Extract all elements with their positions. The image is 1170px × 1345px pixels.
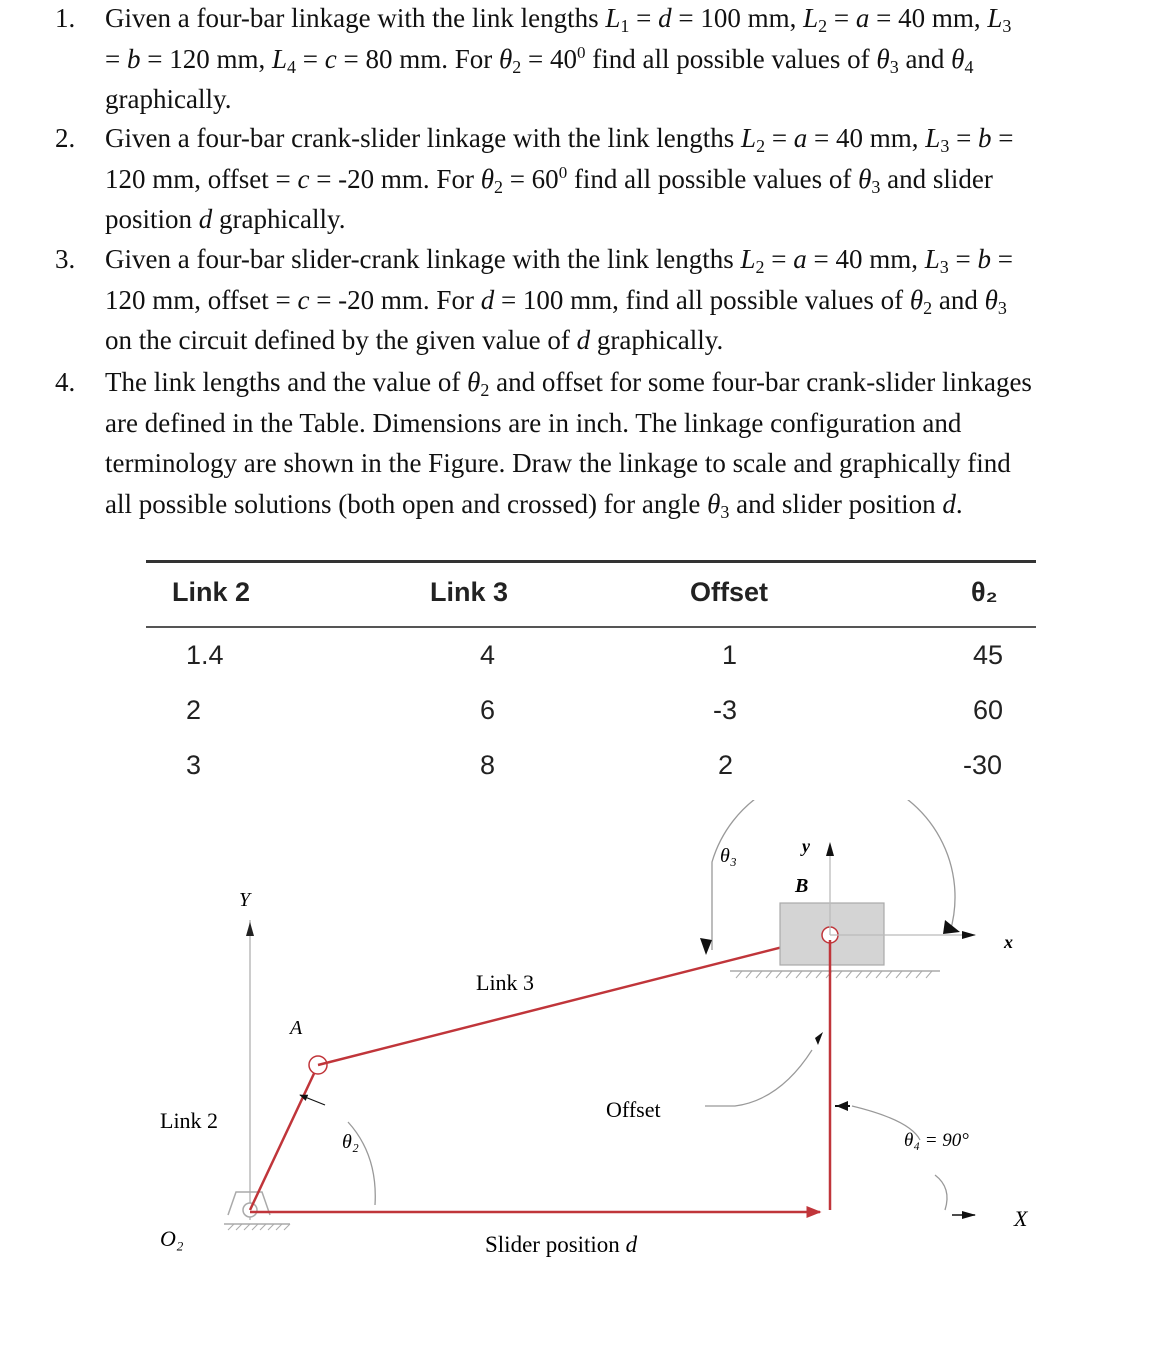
table-top-rule [146, 560, 1036, 563]
label-o2: O₂ [160, 1226, 184, 1251]
table-header-offset: Offset [690, 577, 769, 607]
problem-line: 120 mm, offset = c = -20 mm. For $\theta_2 = 60^0$ find all possible values of $\theta_3$ and slider [105, 162, 993, 197]
theta3-arrow-right [943, 920, 960, 934]
offset-leader-arrow [815, 1032, 823, 1045]
table-cell: 8 [480, 750, 496, 780]
label-b: B [795, 875, 809, 897]
offset-leader [705, 1050, 812, 1106]
problem-line: 120 mm, offset = c = -20 mm. For d = 100 mm, find all possible values of $\theta_2$ and $\theta_3$ [105, 284, 1007, 318]
table-header-rule [146, 626, 1036, 628]
local-y-label: y [802, 836, 810, 856]
table-header-theta2: θ₂ [971, 577, 998, 607]
theta4-arrowhead [836, 1101, 848, 1111]
global-x-arrowhead [962, 1211, 976, 1219]
problem-4 [55, 362, 1080, 524]
problem-line: Given a four-bar linkage with the link lengths $L_1 = d = 100$ mm, $L_2 = a = 40$ mm, $L_3$ [105, 3, 1012, 36]
problem-3 [55, 239, 1080, 361]
table-header-link3: Link 3 [430, 577, 509, 607]
problem-number: 4. [55, 367, 76, 397]
label-offset: Offset [606, 1097, 661, 1122]
problem-line: position d graphically. [105, 204, 346, 234]
table-cell: 2 [718, 750, 734, 780]
problem-line: are defined in the Table. Dimensions are in inch. The linkage configuration and [105, 407, 962, 438]
table-header-link2: Link 2 [172, 577, 251, 607]
table-cell: 4 [480, 640, 496, 670]
label-theta3: θ₃ [720, 845, 737, 867]
table-cell: -3 [713, 695, 738, 725]
label-slider-position: Slider position d [485, 1232, 638, 1257]
link-2 [250, 1065, 318, 1210]
problem-line: on the circuit defined by the given value of d graphically. [105, 325, 724, 355]
problem-line: = b = 120 mm, $L_4 = c = 80$ mm. For $\theta_2 = 40^0$ find all possible values of $\theta_3$ and $\theta_4$ [105, 42, 974, 77]
table-cell: 45 [973, 640, 1004, 670]
problem-line: Given a four-bar slider-crank linkage with the link lengths $L_2 = a = 40$ mm, $L_3 = b$ = [105, 244, 1013, 277]
link-3 [318, 935, 830, 1065]
local-y-arrowhead [826, 842, 834, 856]
problem-number: 1. [55, 3, 76, 33]
problem-1 [55, 0, 1080, 120]
label-theta4: θ₄ = 90° [904, 1130, 969, 1151]
label-link2: Link 2 [160, 1108, 219, 1133]
problem-line: graphically. [105, 84, 232, 114]
label-link3: Link 3 [476, 970, 535, 995]
table-cell: 60 [973, 695, 1004, 725]
problem-number: 3. [55, 244, 76, 274]
table-cell: -30 [963, 750, 1003, 780]
global-y-label: Y [239, 889, 251, 911]
label-a: A [290, 1017, 303, 1039]
problem-2 [55, 118, 1080, 240]
global-x-label: X [1014, 1206, 1028, 1231]
table-cell: 1.4 [186, 640, 224, 670]
problem-line: Given a four-bar crank-slider linkage with the link lengths $L_2 = a = 40$ mm, $L_3 = b$ = [105, 123, 1014, 156]
linkage-figure [140, 800, 1040, 1270]
theta4-arc [935, 1175, 947, 1210]
theta3-arrow-left [700, 938, 712, 955]
local-x-label: x [1004, 932, 1013, 952]
global-y-arrowhead [246, 922, 254, 936]
table-cell: 3 [186, 750, 202, 780]
table-cell: 6 [480, 695, 496, 725]
table-cell: 2 [186, 695, 202, 725]
link2-arrow [300, 1095, 325, 1105]
table-cell: 1 [722, 640, 738, 670]
problem-line: The link lengths and the value of $\theta_2$ and offset for some four-bar crank-slider linkages [105, 367, 1032, 400]
local-x-arrowhead [962, 931, 976, 939]
label-theta2: θ₂ [342, 1131, 359, 1153]
problem-line: terminology are shown in the Figure. Draw the linkage to scale and graphically find [105, 448, 1011, 478]
problem-line: all possible solutions (both open and crossed) for angle $\theta_3$ and slider position d. [105, 488, 963, 522]
slider-ground-hatch [736, 971, 932, 978]
problem-number: 2. [55, 123, 76, 153]
